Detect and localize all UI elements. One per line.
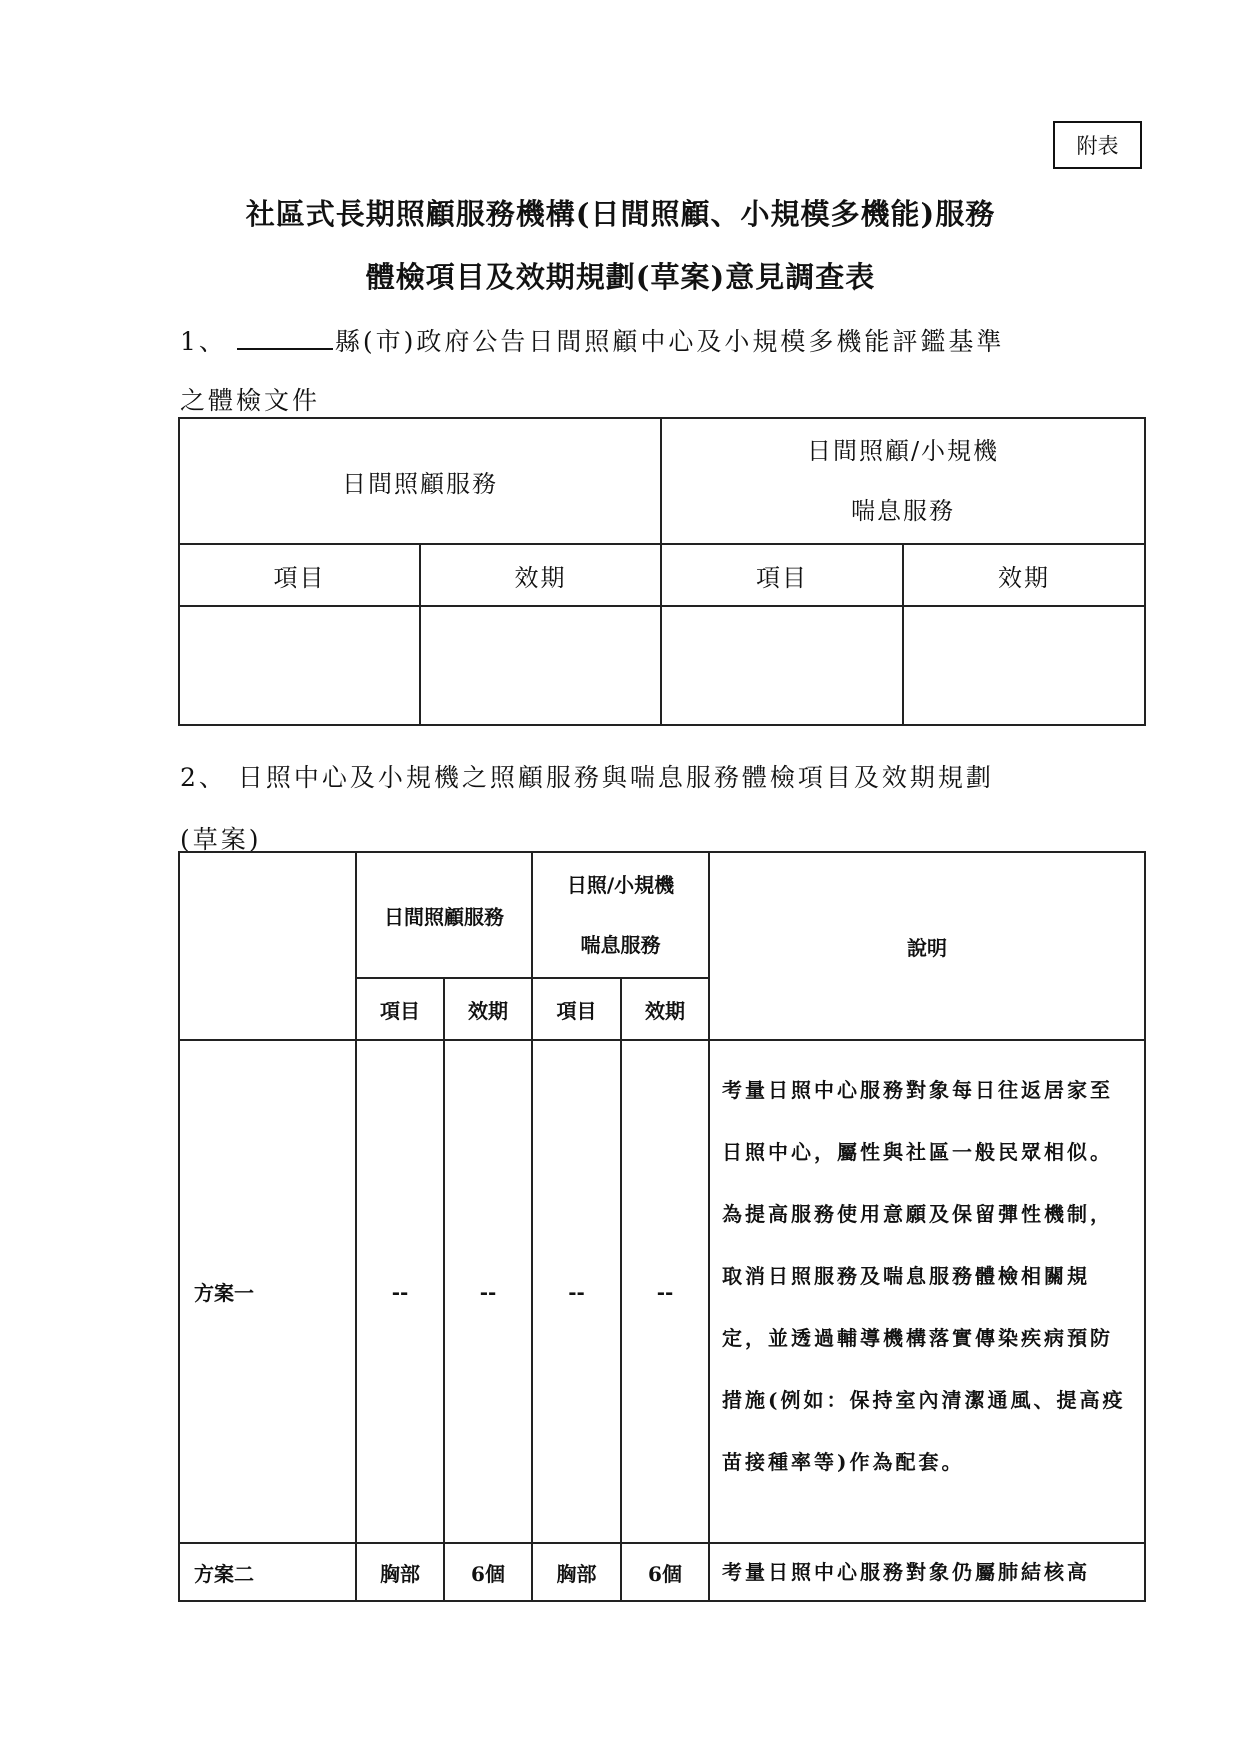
header-respite-line2: 喘息服務 — [851, 497, 955, 525]
table-row — [179, 1040, 1145, 1543]
cell-item-2-empty[interactable] — [661, 606, 903, 725]
document-list-table — [178, 417, 1146, 726]
plan-item-1: 胸部 — [356, 1543, 444, 1601]
plan-table — [178, 851, 1146, 1602]
cell-period-1-empty[interactable] — [420, 606, 661, 725]
col-item-2: 項目 — [532, 978, 621, 1040]
plan-item-1: -- — [356, 1040, 444, 1543]
header-respite-service — [661, 418, 1145, 544]
plan-item-2: -- — [532, 1040, 621, 1543]
col-item-1: 項目 — [356, 978, 444, 1040]
header-respite-line1: 日間照顧/小規機 — [806, 437, 1000, 465]
header-explanation: 說明 — [709, 852, 1145, 1040]
header-respite-service — [532, 852, 709, 978]
question-2: 2、 日照中心及小規機之照顧服務與喘息服務體檢項目及效期規劃 — [180, 763, 994, 792]
question-2-continued: (草案) — [180, 825, 262, 854]
header-day-care-service: 日間照顧服務 — [356, 852, 532, 978]
col-period-2: 效期 — [621, 978, 709, 1040]
plan-item-2: 胸部 — [532, 1543, 621, 1601]
col-period-1: 效期 — [420, 544, 661, 606]
page-title-line2: 體檢項目及效期規劃(草案)意見調查表 — [365, 260, 876, 294]
page-title-line1: 社區式長期照顧服務機構(日間照顧、小規模多機能)服務 — [245, 197, 996, 231]
cell-period-2-empty[interactable] — [903, 606, 1145, 725]
cell-item-1-empty[interactable] — [179, 606, 420, 725]
plan-period-2: -- — [621, 1040, 709, 1543]
plan-label: 方案二 — [179, 1543, 356, 1601]
plan-period-2: 6個 — [621, 1543, 709, 1601]
plan-period-1: -- — [444, 1040, 532, 1543]
col-item-2: 項目 — [661, 544, 903, 606]
question-1-number: 1、 — [180, 327, 227, 356]
header-respite-line1: 日照/小規機 — [566, 873, 675, 897]
col-period-1: 效期 — [444, 978, 532, 1040]
corner-cell — [179, 852, 356, 1040]
header-respite-line2: 喘息服務 — [580, 933, 661, 957]
col-period-2: 效期 — [903, 544, 1145, 606]
plan-label: 方案一 — [179, 1040, 356, 1543]
question-1-continued: 之體檢文件 — [180, 386, 321, 415]
plan-explanation: 考量日照中心服務對象每日往返居家至日照中心，屬性與社區一般民眾相似。為提高服務使用意願及保留彈性機制，取消日照服務及喘息服務體檢相關規定，並透過輔導機構落實傳染疾病預防措施(例如：保持室內清潔通風、提高疫苗接種率等)作為配套。 — [709, 1040, 1145, 1543]
plan-explanation: 考量日照中心服務對象仍屬肺結核高 — [709, 1543, 1145, 1601]
annex-label: 附表 — [1053, 121, 1142, 169]
question-1-text: 縣(市)政府公告日間照顧中心及小規模多機能評鑑基準 — [334, 327, 1005, 356]
col-item-1: 項目 — [179, 544, 420, 606]
plan-period-1: 6個 — [444, 1543, 532, 1601]
header-day-care-service: 日間照顧服務 — [179, 418, 661, 544]
table-row — [179, 1543, 1145, 1601]
fill-blank-county — [237, 326, 333, 350]
question-1 — [180, 322, 1004, 358]
